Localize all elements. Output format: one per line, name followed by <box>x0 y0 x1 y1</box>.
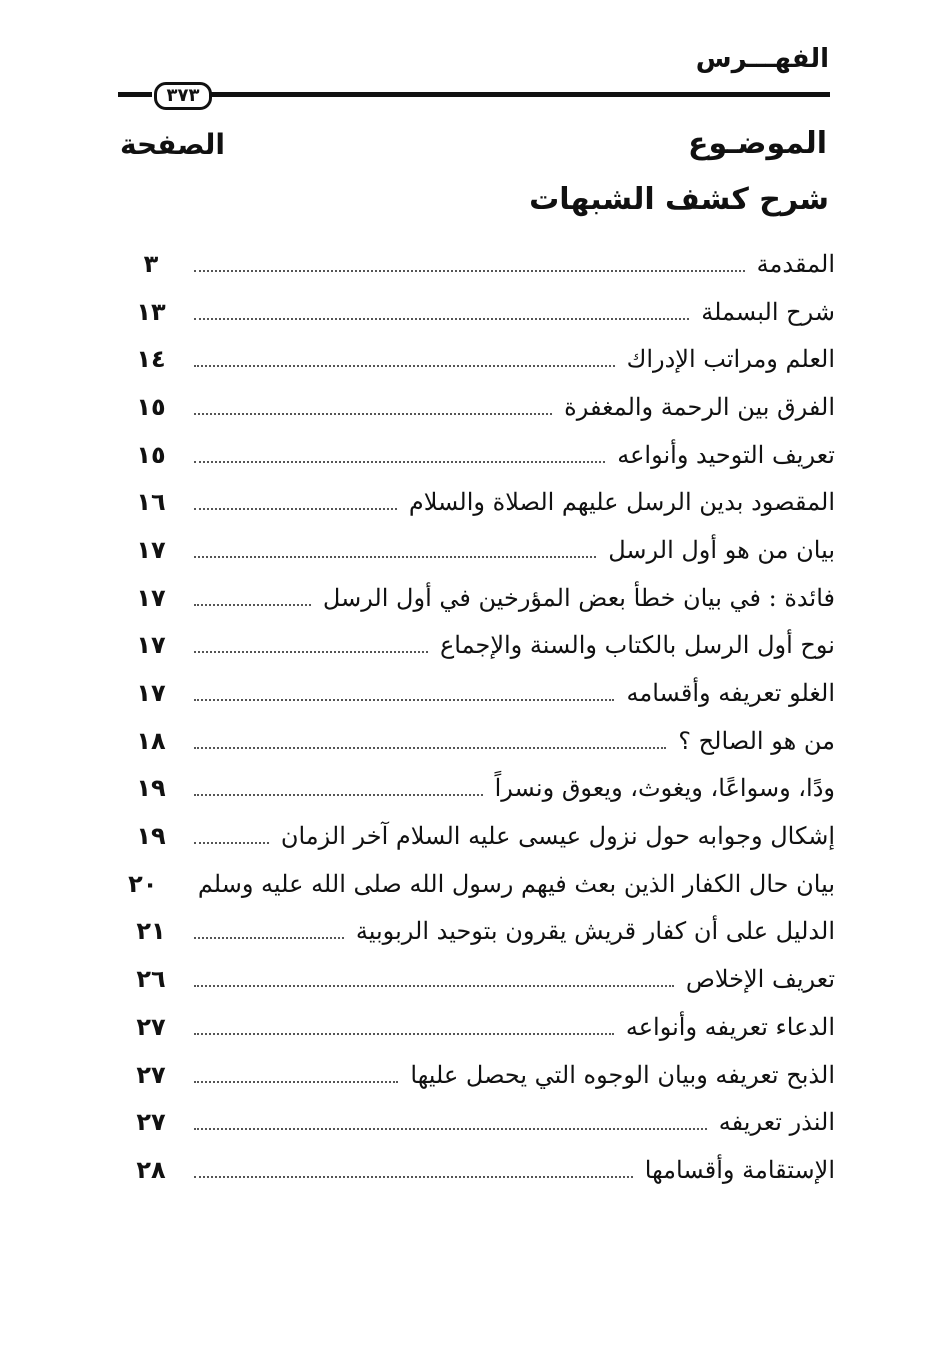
page-column-heading: الصفحة <box>120 128 226 161</box>
toc-entry <box>130 574 835 622</box>
toc-entry-title: الغلو تعريفه وأقسامه <box>614 679 835 707</box>
toc-entry <box>130 1098 835 1146</box>
dot-leader <box>194 318 689 320</box>
dot-leader <box>194 508 397 510</box>
toc-entry-page: ١٧ <box>136 631 166 660</box>
toc-entry-title: ودًا، وسواعًا، ويغوث، ويعوق ونسراً <box>483 774 835 802</box>
dot-leader <box>194 985 674 987</box>
toc-entry <box>130 1003 835 1051</box>
toc-entry-title: الدليل على أن كفار قريش يقرون بتوحيد الربوبية <box>344 917 835 945</box>
toc-entry <box>130 860 835 908</box>
toc-entry-title: المقصود بدين الرسل عليهم الصلاة والسلام <box>397 488 835 516</box>
toc-entry <box>130 622 835 670</box>
toc-entry-title: النذر تعريفه <box>707 1108 835 1136</box>
toc-entry <box>130 1051 835 1099</box>
toc-entry-page: ٢٧ <box>136 1060 166 1089</box>
toc-entry-page: ٢١ <box>136 917 166 946</box>
toc-entry-page: ٢٠ <box>128 869 158 898</box>
toc-entry-title: المقدمة <box>745 250 835 278</box>
toc-entry <box>130 717 835 765</box>
toc-entry-page: ٣ <box>143 249 159 278</box>
toc-entry-page: ١٦ <box>136 488 166 517</box>
toc-entry <box>130 383 835 431</box>
topic-column-heading: الموضـوع <box>687 126 827 161</box>
toc-entry-title: بيان حال الكفار الذين بعث فيهم رسول الله صلى الله عليه وسلم <box>186 870 835 898</box>
toc-entry-page: ١٧ <box>136 583 166 612</box>
toc-entry <box>130 1146 835 1194</box>
toc-entry-page: ١٩ <box>136 822 166 851</box>
dot-leader <box>194 651 428 653</box>
table-of-contents <box>130 240 835 1194</box>
toc-entry-page: ١٨ <box>136 726 166 755</box>
section-title: شرح كشف الشبهات <box>529 182 829 217</box>
toc-entry <box>130 240 835 288</box>
dot-leader <box>194 413 552 415</box>
toc-entry-title: إشكال وجوابه حول نزول عيسى عليه السلام آخر الزمان <box>269 822 835 850</box>
dot-leader <box>194 699 614 701</box>
toc-entry <box>130 908 835 956</box>
toc-entry-page: ٢٨ <box>136 1155 166 1184</box>
toc-entry-title: شرح البسملة <box>689 298 835 326</box>
toc-entry-page: ١٧ <box>136 679 166 708</box>
dot-leader <box>194 747 666 749</box>
running-header-title: الفهـــرس <box>695 44 829 74</box>
dot-leader <box>194 794 483 796</box>
toc-entry-title: الفرق بين الرحمة والمغفرة <box>552 393 835 421</box>
toc-entry-title: الذبح تعريفه وبيان الوجوه التي يحصل عليها <box>398 1061 835 1089</box>
header-rule <box>118 85 830 106</box>
toc-entry <box>130 765 835 813</box>
dot-leader <box>194 365 615 367</box>
toc-entry-page: ٢٦ <box>136 965 166 994</box>
dot-leader <box>194 1081 398 1083</box>
toc-entry-page: ١٩ <box>136 774 166 803</box>
toc-entry-title: الدعاء تعريفه وأنواعه <box>614 1013 835 1041</box>
toc-entry <box>130 526 835 574</box>
toc-entry-title: فائدة : في بيان خطأ بعض المؤرخين في أول الرسل <box>311 584 835 612</box>
toc-entry-title: تعريف الإخلاص <box>674 965 835 993</box>
toc-entry <box>130 669 835 717</box>
toc-entry-title: بيان من هو أول الرسل <box>596 536 835 564</box>
toc-entry-title: تعريف التوحيد وأنواعه <box>605 441 835 469</box>
toc-entry-title: نوح أول الرسل بالكتاب والسنة والإجماع <box>428 631 835 659</box>
dot-leader <box>194 461 605 463</box>
toc-entry-title: من هو الصالح ؟ <box>666 727 835 755</box>
toc-entry <box>130 288 835 336</box>
toc-entry-page: ١٥ <box>136 392 166 421</box>
toc-entry <box>130 812 835 860</box>
dot-leader <box>194 604 311 606</box>
toc-entry <box>130 955 835 1003</box>
toc-entry-page: ١٥ <box>136 440 166 469</box>
header-rule-short <box>118 92 152 97</box>
toc-entry-page: ٢٧ <box>136 1108 166 1137</box>
dot-leader <box>194 1128 707 1130</box>
toc-entry <box>130 335 835 383</box>
toc-entry-title: الإستقامة وأقسامها <box>633 1156 835 1184</box>
dot-leader <box>194 842 269 844</box>
header-rule-long <box>210 92 830 97</box>
toc-entry-title: العلم ومراتب الإدراك <box>615 345 835 373</box>
dot-leader <box>194 937 344 939</box>
toc-entry-page: ١٤ <box>136 345 166 374</box>
dot-leader <box>194 556 596 558</box>
toc-entry-page: ١٣ <box>136 297 166 326</box>
dot-leader <box>194 1033 614 1035</box>
dot-leader <box>194 270 745 272</box>
toc-entry-page: ١٧ <box>136 535 166 564</box>
page-number-badge: ٣٧٣ <box>154 82 212 110</box>
toc-entry <box>130 431 835 479</box>
toc-entry-page: ٢٧ <box>136 1012 166 1041</box>
dot-leader <box>194 1176 633 1178</box>
toc-entry <box>130 478 835 526</box>
